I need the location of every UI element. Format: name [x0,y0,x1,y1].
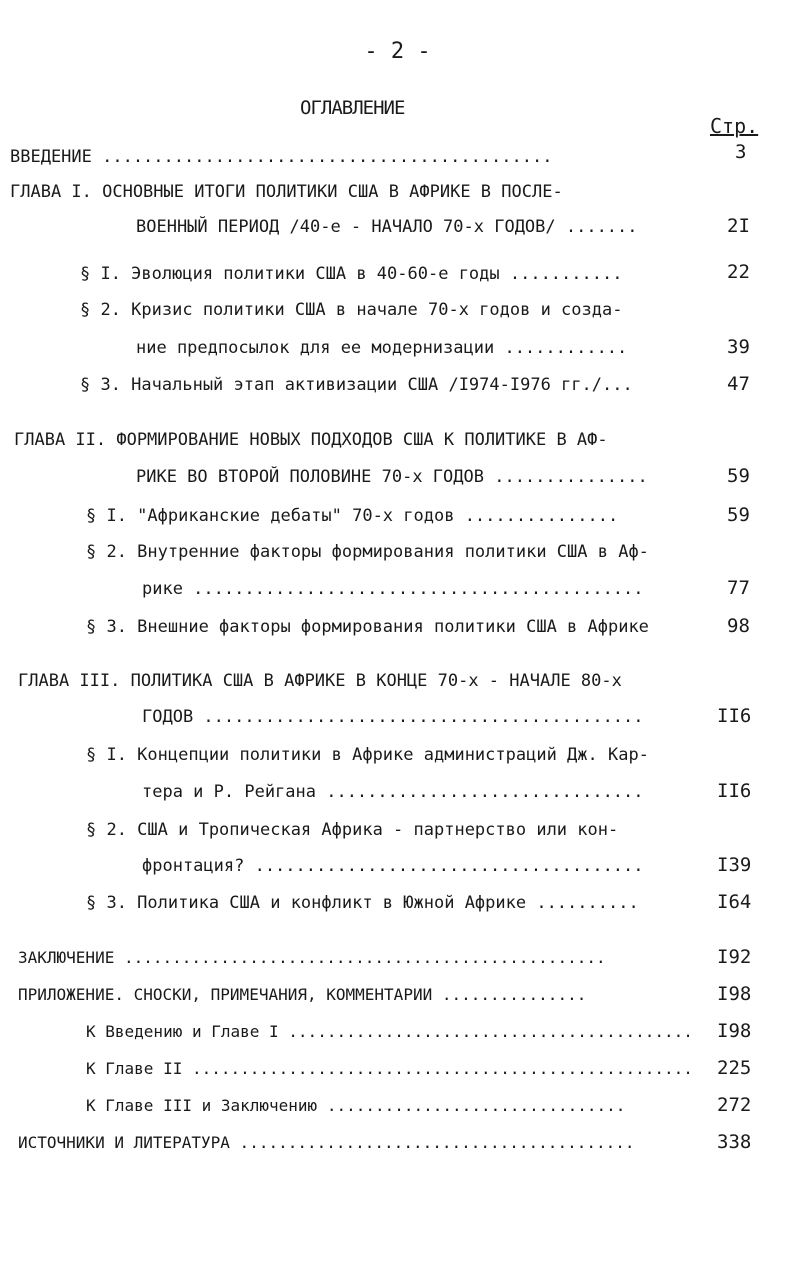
toc-entry-chapter-1-cont: ВОЕННЫЙ ПЕРИОД /40-е - НАЧАЛО 70-х ГОДОВ/ ....... [136,217,638,237]
toc-page: 59 [727,465,750,487]
toc-page: I98 [717,983,752,1005]
toc-entry-1-3: § 3. Начальный этап активизации США /I974-I976 гг./... [80,375,633,395]
toc-entry-3-1-cont: тера и Р. Рейгана ............................... [142,782,644,802]
toc-entry-2-2-cont: рике ............................................ [142,579,644,599]
toc-page: I64 [717,891,752,913]
toc-entry-3-2-cont: фронтация? ...................................... [142,856,644,876]
toc-page: II6 [717,780,752,802]
toc-page: 338 [717,1131,752,1153]
toc-entry-conclusion: ЗАКЛЮЧЕНИЕ .................................................. [18,948,606,967]
toc-page: 77 [727,577,750,599]
toc-entry-1-1: § I. Эволюция политики США в 40-60-е годы ........... [80,264,623,284]
toc-entry-3-1: § I. Концепции политики в Африке администраций Дж. Кар- [86,745,649,765]
toc-entry-appendix-1: К Введению и Главе I .......................................... [86,1022,693,1041]
toc-page: 22 [727,261,750,283]
toc-entry-3-3: § 3. Политика США и конфликт в Южной Африке .......... [86,893,639,913]
toc-entry-chapter-2-cont: РИКЕ ВО ВТОРОЙ ПОЛОВИНЕ 70-х ГОДОВ ............... [136,467,648,487]
page-number: - 2 - [364,39,431,64]
toc-entry-2-3: § 3. Внешние факторы формирования политики США в Африке [86,617,649,637]
toc-entry-sources: ИСТОЧНИКИ И ЛИТЕРАТУРА ......................................... [18,1133,635,1152]
toc-page: II6 [717,705,752,727]
toc-entry-1-2-cont: ние предпосылок для ее модернизации ............ [136,338,628,358]
toc-entry-2-2: § 2. Внутренние факторы формирования политики США в Аф- [86,542,649,562]
toc-page: I39 [717,854,752,876]
toc-entry-appendix: ПРИЛОЖЕНИЕ. СНОСКИ, ПРИМЕЧАНИЯ, КОММЕНТАРИИ ............... [18,985,587,1004]
toc-page: 98 [727,615,750,637]
toc-entry-chapter-3-cont: ГОДОВ ........................................... [142,707,644,727]
toc-entry-chapter-1: ГЛАВА I. ОСНОВНЫЕ ИТОГИ ПОЛИТИКИ США В АФРИКЕ В ПОСЛЕ- [10,182,563,202]
toc-page: 2I [727,215,750,237]
toc-page: I92 [717,946,752,968]
toc-page: 225 [717,1057,752,1079]
toc-entry-chapter-2: ГЛАВА II. ФОРМИРОВАНИЕ НОВЫХ ПОДХОДОВ США К ПОЛИТИКЕ В АФ- [14,430,608,450]
toc-entry-appendix-2: К Главе II .................................................... [86,1059,693,1078]
toc-entry-1-2: § 2. Кризис политики США в начале 70-х годов и созда- [80,300,623,320]
toc-entry-2-1: § I. "Африканские дебаты" 70-х годов ............... [86,506,619,526]
toc-page: 39 [727,336,750,358]
toc-page: 272 [717,1094,752,1116]
toc-entry-3-2: § 2. США и Тропическая Африка - партнерство или кон- [86,820,619,840]
toc-title: ОГЛАВЛЕНИЕ [300,97,405,119]
toc-entry-chapter-3: ГЛАВА III. ПОЛИТИКА США В АФРИКЕ В КОНЦЕ 70-х - НАЧАЛЕ 80-х [18,671,622,691]
page-column-label: Стр. [710,114,759,138]
toc-page: 3 [735,141,747,163]
toc-page: 59 [727,504,750,526]
toc-entry-introduction: ВВЕДЕНИЕ ............................................ [10,147,553,167]
toc-entry-appendix-3: К Главе III и Заключению ............................... [86,1096,626,1115]
toc-page: 47 [727,373,750,395]
toc-page: I98 [717,1020,752,1042]
